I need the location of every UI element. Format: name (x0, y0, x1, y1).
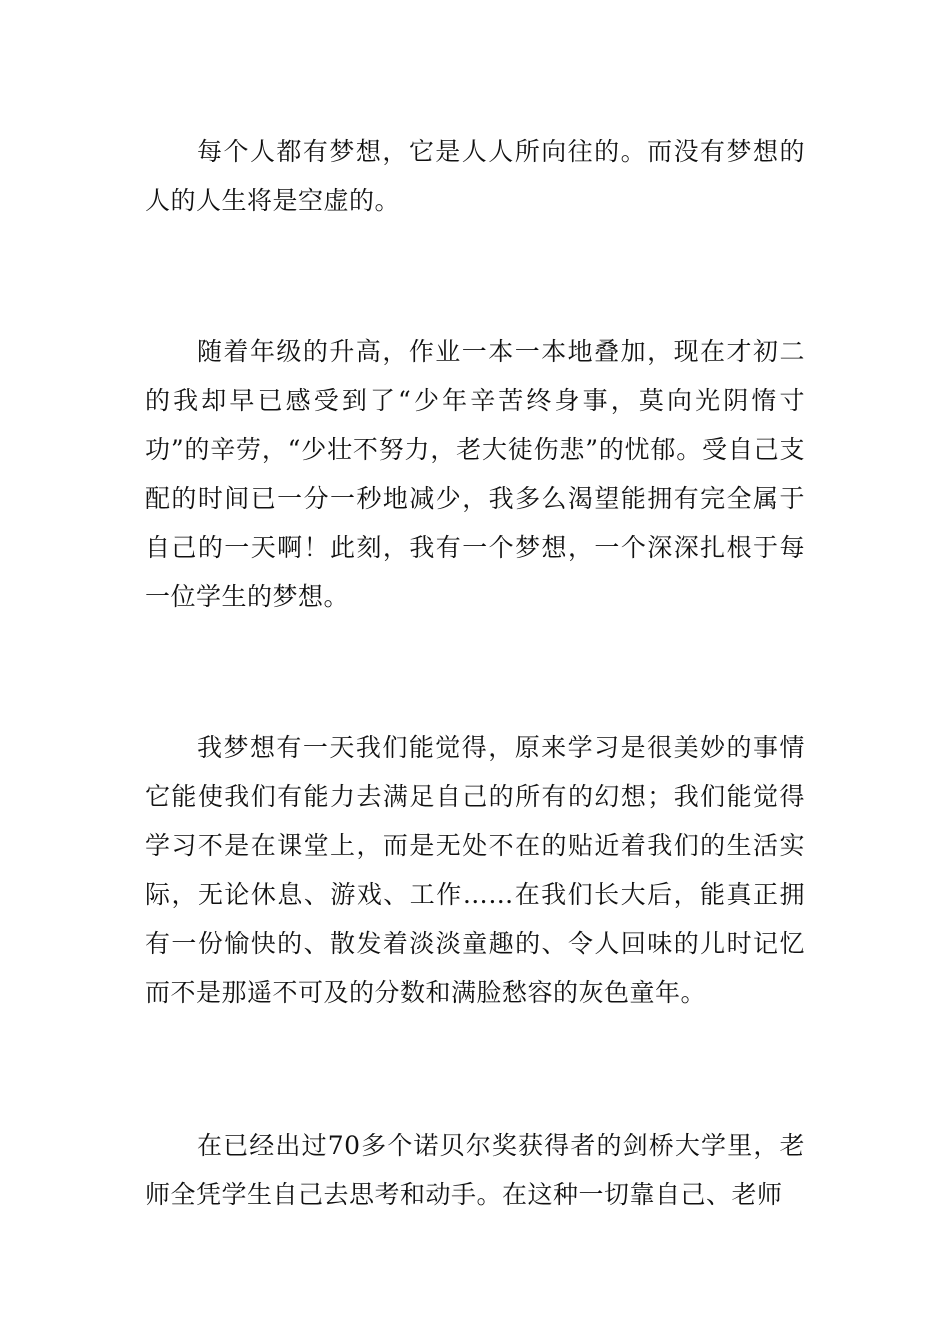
paragraph-4: 在已经出过70多个诺贝尔奖获得者的剑桥大学里，老师全凭学生自己去思考和动手。在这种一切靠自己、老师 (145, 1131, 805, 1209)
paragraph-3: 我梦想有一天我们能觉得，原来学习是很美妙的事情它能使我们有能力去满足自己的所有的幻想；我们能觉得学习不是在课堂上，而是无处不在的贴近着我们的生活实际，无论休息、游戏、工作……在我们长大后，能真正拥有一份愉快的、散发着淡淡童趣的、令人回味的儿时记忆而不是那遥不可及的分数和满脸愁容的灰色童年。 (145, 733, 805, 1007)
paragraph-1: 每个人都有梦想，它是人人所向往的。而没有梦想的人的人生将是空虚的。 (145, 137, 805, 215)
paragraph-2: 随着年级的升高，作业一本一本地叠加，现在才初二的我却早已感受到了“少年辛苦终身事，莫向光阴惰寸功”的辛劳，“少壮不努力，老大徒伤悲”的忧郁。受自己支配的时间已一分一秒地减少，我多么渴望能拥有完全属于自己的一天啊！此刻，我有一个梦想，一个深深扎根于每一位学生的梦想。 (145, 337, 805, 611)
